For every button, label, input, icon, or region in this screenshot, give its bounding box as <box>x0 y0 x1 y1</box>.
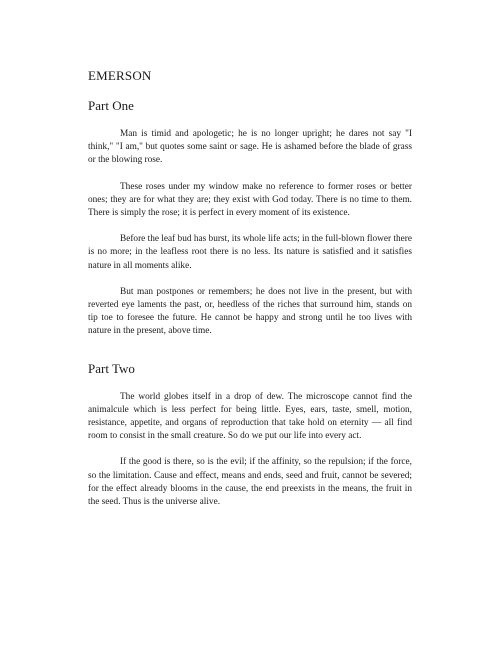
document-title: EMERSON <box>88 68 152 83</box>
paragraph: Before the leaf bud has burst, its whole life acts; in the full-blown flower there is no more; in the leafless root there is no less. Its nature is satisfied and it satisfies nature in all moments alike. <box>88 234 412 271</box>
section-part-one <box>88 98 412 339</box>
paragraph: These roses under my window make no reference to former roses or better ones; they are for what they are; they exist with God today. There is no time to them. There is simply the rose; it is perfect in every moment of its existence. <box>88 181 412 219</box>
part-one-heading: Part One <box>88 98 134 113</box>
document-page <box>88 68 412 522</box>
paragraph: The world globes itself in a drop of dew. The microscope cannot find the animalcule which is less perfect for being little. Eyes, ears, taste, smell, motion, resistance, appetite, and organs of reproduction that take hold on eternity — all find room to consist in the small creature. So do we put our life into every act. <box>88 391 412 442</box>
paragraph: But man postpones or remembers; he does not live in the present, but with reverted eye laments the past, or, heedless of the riches that surround him, stands on tip toe to foresee the future. He cannot be happy and strong until he too lives with nature in the present, above time. <box>88 286 412 337</box>
paragraph: If the good is there, so is the evil; if the affinity, so the repulsion; if the force, so the limitation. Cause and effect, means and ends, seed and fruit, cannot be severed; for the effect already blooms in the cause, the end preexists in the means, the fruit in the seed. Thus is the universe alive. <box>88 457 412 508</box>
part-two-heading: Part Two <box>88 360 135 376</box>
paragraph: Man is timid and apologetic; he is no longer upright; he dares not say "I think," "I am," but quotes some saint or sage. He is ashamed before the blade of grass or the blowing rose. <box>88 129 412 166</box>
section-part-two <box>88 361 412 510</box>
